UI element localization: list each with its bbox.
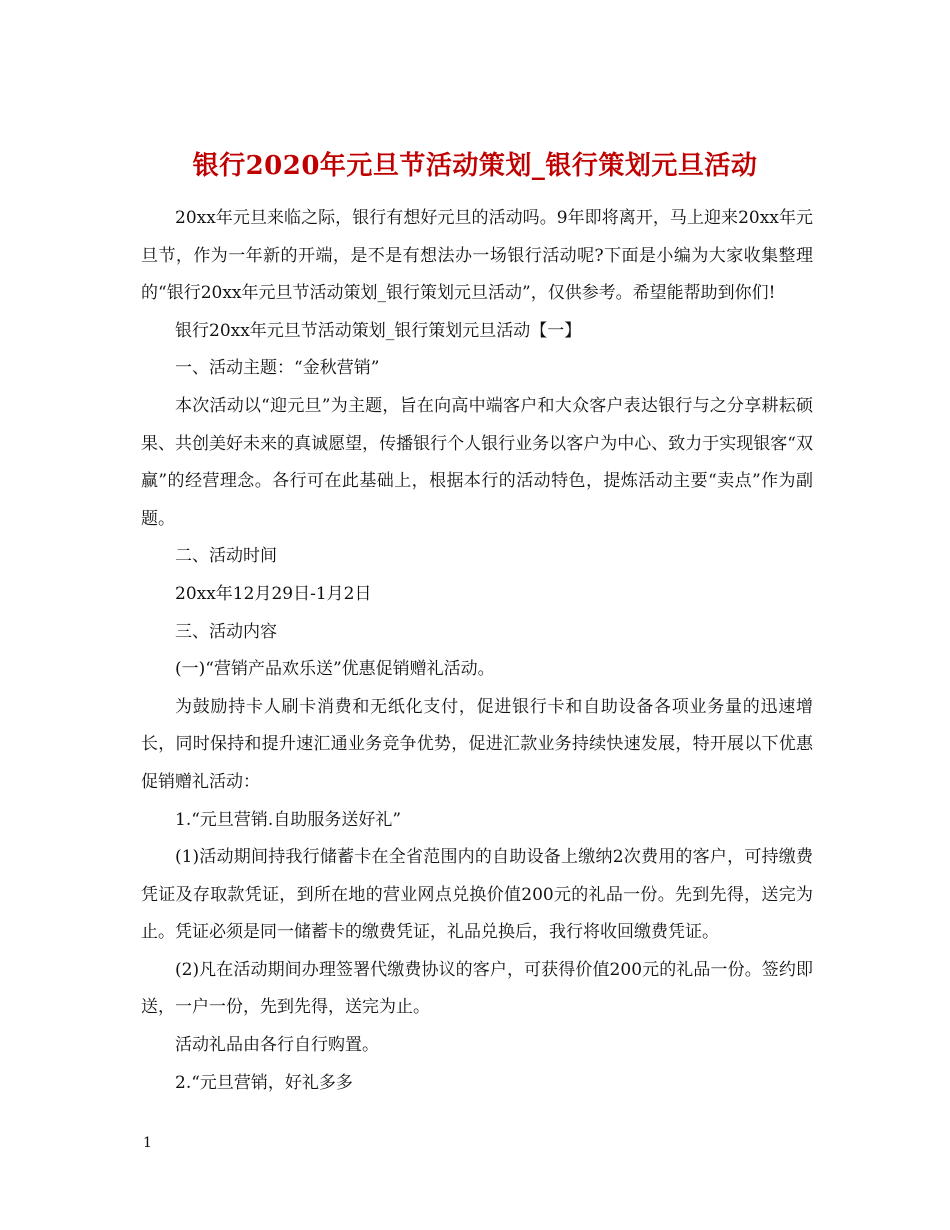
paragraph-time-value: 20xx年12月29日-1月2日 [175, 583, 372, 604]
paragraph-item-one: 1.“元旦营销.自助服务送好礼” [175, 809, 402, 830]
paragraph-gift-note: 活动礼品由各行自行购置。 [175, 1035, 379, 1056]
paragraph-theme: 一、活动主题：“金秋营销” [175, 358, 380, 379]
paragraph-section-heading: 银行20xx年元旦节活动策划_银行策划元旦活动【一】 [175, 320, 582, 341]
paragraph-subheading-one: (一)“营销产品欢乐送”优惠促销赠礼活动。 [175, 659, 495, 680]
paragraph-subitem-two: (2)凡在活动期间办理签署代缴费协议的客户，可获得价值200元的礼品一份。签约即送，一户一份，先到先得，送完为止。 [141, 959, 813, 1018]
document-body [141, 200, 813, 1102]
document-title: 银行2020年元旦节活动策划_银行策划元旦活动 [192, 151, 758, 182]
paragraph-content-heading: 三、活动内容 [175, 621, 277, 642]
paragraph-item-two: 2.“元旦营销，好礼多多 [175, 1072, 353, 1093]
paragraph-intro: 20xx年元旦来临之际，银行有想好元旦的活动吗。9年即将离开，马上迎来20xx年元旦节，作为一年新的开端，是不是有想法办一场银行活动呢?下面是小编为大家收集整理的“银行20xx年元旦节活动策划_银行策划元旦活动”，仅供参考。希望能帮助到你们! [141, 208, 813, 304]
paragraph-content-description: 为鼓励持卡人刷卡消费和无纸化支付，促进银行卡和自助设备各项业务量的迅速增长，同时保持和提升速汇通业务竞争优势，促进汇款业务持续快速发展，特开展以下优惠促销赠礼活动： [141, 696, 813, 792]
page-number: 1 [143, 1135, 152, 1151]
paragraph-theme-description: 本次活动以“迎元旦”为主题，旨在向高中端客户和大众客户表达银行与之分享耕耘硕果、共创美好未来的真诚愿望，传播银行个人银行业务以客户为中心、致力于实现银客“双赢”的经营理念。各行可在此基础上，根据本行的活动特色，提炼活动主要“卖点”作为副题。 [141, 395, 813, 529]
paragraph-time-heading: 二、活动时间 [175, 546, 277, 567]
paragraph-subitem-one: (1)活动期间持我行储蓄卡在全省范围内的自助设备上缴纳2次费用的客户，可持缴费凭证及存取款凭证，到所在地的营业网点兑换价值200元的礼品一份。先到先得，送完为止。凭证必须是同一储蓄卡的缴费凭证，礼品兑换后，我行将收回缴费凭证。 [141, 847, 813, 943]
